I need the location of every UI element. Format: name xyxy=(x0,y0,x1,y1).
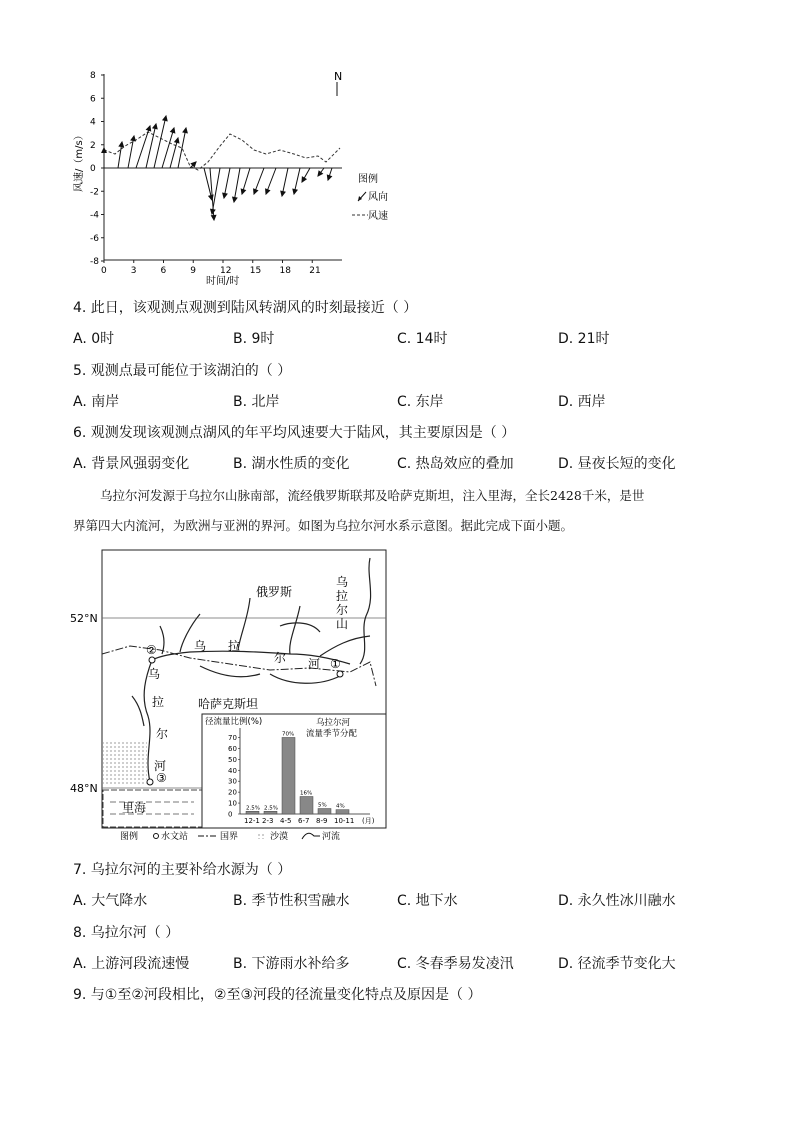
wind-arrowhead xyxy=(147,126,151,131)
wind-arrowhead xyxy=(318,171,322,176)
river-lower-label-2: 拉 xyxy=(152,695,165,709)
q4-option-d[interactable]: D. 21时 xyxy=(558,331,610,347)
chart-y-tick: 70 xyxy=(228,733,237,742)
wind-arrowhead xyxy=(281,191,285,196)
lat-52-label: 52°N xyxy=(70,612,98,625)
wind-arrowhead xyxy=(233,197,237,202)
chart-category-label: 8-9 xyxy=(316,817,328,825)
q9-stem: 9. 与①至②河段相比，②至③河段的径流量变化特点及原因是（ ） xyxy=(73,987,482,1003)
x-tick-label: 18 xyxy=(279,266,291,276)
wind-arrowhead xyxy=(223,193,227,198)
chart-y-tick: 40 xyxy=(228,766,237,775)
q4-option-b[interactable]: B. 9时 xyxy=(233,331,275,347)
chart-value-label: 16% xyxy=(300,790,313,797)
wind-arrowhead xyxy=(171,128,175,133)
station-1-label: ① xyxy=(330,657,341,671)
chart-bar xyxy=(300,797,313,814)
russia-label: 俄罗斯 xyxy=(256,585,293,599)
chart-bar xyxy=(264,811,277,814)
chart-value-label: 2.5% xyxy=(246,805,260,812)
y-tick-label: -4 xyxy=(90,210,99,221)
q8-stem: 8. 乌拉尔河（ ） xyxy=(73,925,180,941)
q5-option-c[interactable]: C. 东岸 xyxy=(397,394,444,410)
chart-xlabel: (月) xyxy=(362,817,375,825)
ural-river-map xyxy=(70,546,390,844)
q7-option-d[interactable]: D. 永久性冰川融水 xyxy=(558,893,676,909)
chart-y-tick: 10 xyxy=(228,799,237,808)
map-legend-title: 图例 xyxy=(120,832,139,842)
legend-dir-label: 风向 xyxy=(368,192,388,203)
q5-stem: 5. 观测点最可能位于该湖泊的（ ） xyxy=(73,363,292,379)
legend-speed-label: 风速 xyxy=(368,211,388,222)
q8-option-d[interactable]: D. 径流季节变化大 xyxy=(558,956,676,972)
wind-arrowhead xyxy=(266,189,270,194)
q7-option-c[interactable]: C. 地下水 xyxy=(397,893,458,909)
chart-bar xyxy=(246,811,259,814)
chart-bar xyxy=(318,809,331,814)
legend-title: 图例 xyxy=(358,174,378,185)
passage-line-2: 界第四大内流河，为欧洲与亚洲的界河。如图为乌拉尔河水系示意图。据此完成下面小题。 xyxy=(73,518,574,533)
station-3-label: ③ xyxy=(156,771,167,785)
wind-arrowhead xyxy=(254,189,258,194)
desert-legend-icon xyxy=(256,832,266,839)
chart-y-tick: 20 xyxy=(228,788,237,797)
y-tick-label: 6 xyxy=(90,94,96,105)
desert-area xyxy=(103,742,147,784)
x-axis-label: 时间/时 xyxy=(206,276,240,287)
wind-arrowhead xyxy=(241,189,245,194)
q7-option-b[interactable]: B. 季节性积雪融水 xyxy=(233,893,350,909)
y-tick-label: 0 xyxy=(90,164,96,174)
map-legend-river: 河流 xyxy=(322,832,341,842)
river-upper-label-4: 河 xyxy=(308,657,321,671)
river-upper-label-3: 尔 xyxy=(274,651,287,665)
chart-value-label: 70% xyxy=(282,731,295,738)
map-legend-desert: 沙漠 xyxy=(270,832,289,842)
chart-value-label: 4% xyxy=(336,803,345,810)
x-tick-label: 21 xyxy=(309,266,321,276)
y-tick-label: 8 xyxy=(90,71,96,81)
y-tick-label: 4 xyxy=(90,117,96,128)
q8-option-c[interactable]: C. 冬春季易发凌汛 xyxy=(397,956,514,972)
lat-48-label: 48°N xyxy=(70,782,98,795)
river-lower-label-4: 河 xyxy=(154,759,167,773)
q4-option-a[interactable]: A. 0时 xyxy=(73,331,115,347)
y-tick-label: -8 xyxy=(90,257,99,267)
chart-y-tick: 60 xyxy=(228,744,237,753)
x-tick-label: 6 xyxy=(160,266,167,276)
chart-category-label: 10-11 xyxy=(334,817,355,825)
wind-arrow xyxy=(234,168,240,202)
y-tick-label: -6 xyxy=(90,233,99,244)
q8-option-a[interactable]: A. 上游河段流速慢 xyxy=(73,956,190,972)
wind-arrow xyxy=(212,168,220,214)
chart-ylabel: 径流量比例(%) xyxy=(205,717,263,727)
ural-mountains-label-4: 山 xyxy=(336,617,349,631)
river-upper-label-1: 乌 xyxy=(194,639,207,653)
wind-arrowhead xyxy=(163,116,167,121)
wind-arrowhead xyxy=(293,189,297,194)
q6-option-d[interactable]: D. 昼夜长短的变化 xyxy=(558,456,676,472)
chart-title-line2: 流量季节分配 xyxy=(306,729,358,739)
river-lower-label-1: 乌 xyxy=(148,667,161,681)
wind-arrow xyxy=(162,128,174,168)
chart-category-label: 12-1 xyxy=(244,817,260,825)
x-tick-label: 9 xyxy=(190,266,196,276)
chart-y-tick: 0 xyxy=(228,810,233,819)
y-tick-label: -2 xyxy=(90,187,99,198)
ural-mountains-label-3: 尔 xyxy=(336,603,349,617)
x-tick-label: 0 xyxy=(101,266,107,276)
chart-category-label: 2-3 xyxy=(262,817,274,825)
q5-option-b[interactable]: B. 北岸 xyxy=(233,394,280,410)
q4-stem: 4. 此日，该观测点观测到陆风转湖风的时刻最接近（ ） xyxy=(73,300,418,316)
q7-option-a[interactable]: A. 大气降水 xyxy=(73,893,148,909)
river-lower-label-3: 尔 xyxy=(156,727,169,741)
kazakhstan-label: 哈萨克斯坦 xyxy=(198,697,259,711)
q6-option-c[interactable]: C. 热岛效应的叠加 xyxy=(397,456,514,472)
q7-stem: 7. 乌拉尔河的主要补给水源为（ ） xyxy=(73,862,292,878)
x-tick-label: 12 xyxy=(220,266,232,276)
y-axis-label: 风速/（m/s） xyxy=(74,130,85,192)
q6-option-a[interactable]: A. 背景风强弱变化 xyxy=(73,456,190,472)
ural-mountains-label-1: 乌 xyxy=(336,575,349,589)
wind-arrowhead xyxy=(175,138,179,143)
chart-y-tick: 30 xyxy=(228,777,237,786)
caspian-sea xyxy=(103,790,203,827)
ural-mountains-label-2: 拉 xyxy=(336,589,349,603)
chart-bar xyxy=(282,737,295,814)
map-legend-station: 水文站 xyxy=(161,832,189,842)
q4-option-c[interactable]: C. 14时 xyxy=(397,331,448,347)
q5-option-d[interactable]: D. 西岸 xyxy=(558,394,606,410)
x-tick-label: 15 xyxy=(249,266,262,276)
wind-arrowhead xyxy=(119,142,123,147)
chart-category-label: 6-7 xyxy=(298,817,310,825)
wind-arrowhead xyxy=(327,175,331,180)
map-legend-border: 国界 xyxy=(220,832,239,842)
q5-option-a[interactable]: A. 南岸 xyxy=(73,394,120,410)
station-legend-icon xyxy=(154,834,159,839)
wind-arrowhead xyxy=(211,215,215,220)
passage-line-1: 乌拉尔河发源于乌拉尔山脉南部，流经俄罗斯联邦及哈萨克斯坦，注入里海，全长2428千米，是世 xyxy=(100,488,645,503)
chart-title-line1: 乌拉尔河 xyxy=(316,718,351,728)
wind-speed-line xyxy=(104,132,340,170)
map-legend xyxy=(120,830,340,842)
wind-arrow xyxy=(178,128,186,168)
q8-option-b[interactable]: B. 下游雨水补给多 xyxy=(233,956,350,972)
chart-value-label: 5% xyxy=(318,802,327,809)
chart-y-tick: 50 xyxy=(228,755,237,764)
wind-arrowhead xyxy=(131,136,135,141)
wind-arrowhead xyxy=(153,124,157,129)
wind-arrowhead xyxy=(302,177,306,182)
chart-category-label: 4-5 xyxy=(280,817,292,825)
wind-arrowhead xyxy=(102,148,106,153)
station-2-marker xyxy=(149,657,155,663)
wind-arrowhead xyxy=(183,128,187,133)
q6-option-b[interactable]: B. 湖水性质的变化 xyxy=(233,456,350,472)
station-3-marker xyxy=(147,779,153,785)
north-label: N xyxy=(334,70,343,83)
wind-chart xyxy=(70,62,400,292)
station-1-marker xyxy=(337,671,343,677)
caspian-label: 里海 xyxy=(122,801,147,815)
x-tick-label: 3 xyxy=(130,266,137,276)
q6-stem: 6. 观测发现该观测点湖风的年平均风速要大于陆风，其主要原因是（ ） xyxy=(73,425,516,441)
y-tick-label: 2 xyxy=(90,140,96,151)
chart-bar xyxy=(336,810,349,814)
wind-arrowhead xyxy=(211,209,215,214)
station-2-label: ② xyxy=(146,643,157,657)
river-legend-icon xyxy=(302,833,320,839)
chart-value-label: 2.5% xyxy=(264,805,278,812)
river-upper-label-2: 拉 xyxy=(228,639,241,653)
